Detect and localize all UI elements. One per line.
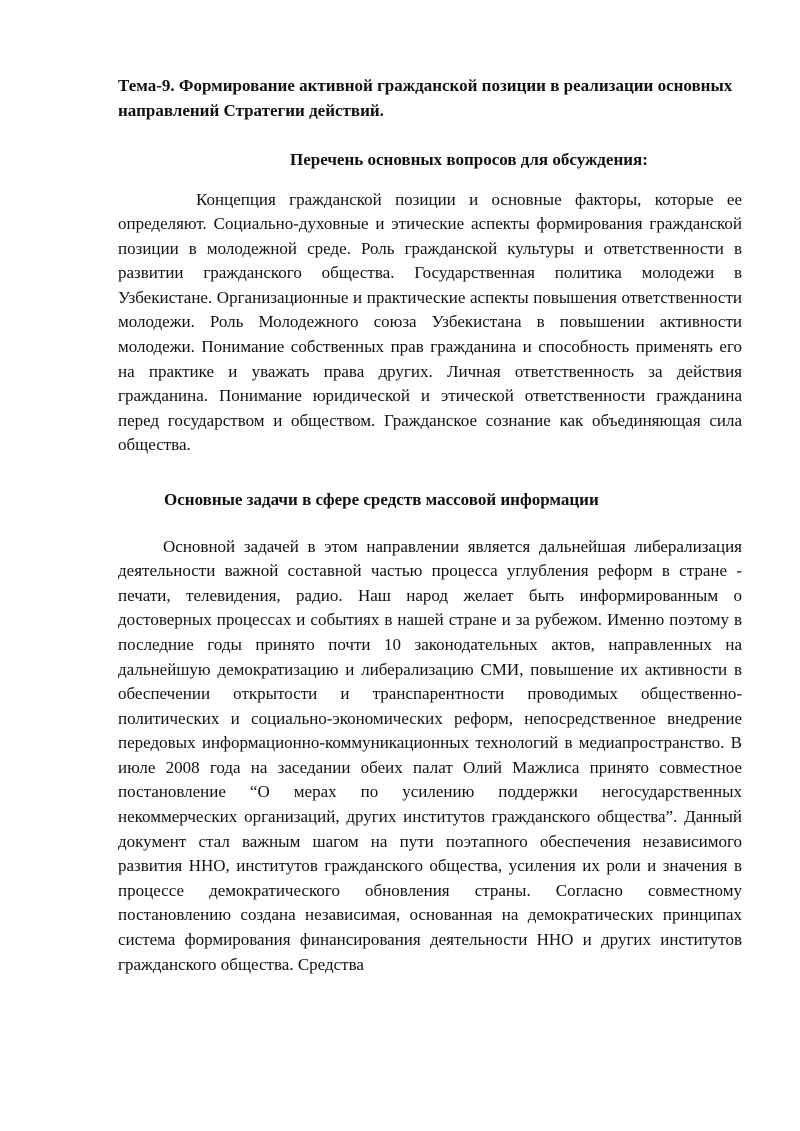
questions-heading: Перечень основных вопросов для обсуждения: <box>290 150 648 169</box>
questions-paragraph: Концепция гражданской позиции и основные факторы, которые ее определяют. Социально-духовные и этические аспекты формирования гражданской позиции в молодежной среде. Роль гражданской культуры и ответственности в развитии гражданского общества. Государственная политика молодежи в Узбекистане. Организационные и практические аспекты повышения ответственности молодежи. Роль Молодежного союза Узбекистана в повышении активности молодежи. Понимание собственных прав гражданина и способность применять его на практике и уважать права других. Личная ответственность за действия гражданина. Понимание юридической и этической ответственности гражданина перед государством и обществом. Гражданское сознание как объединяющая сила общества. <box>118 189 742 455</box>
page-title-line-2: направлений Стратегии действий. <box>118 100 384 120</box>
document-page <box>118 74 742 977</box>
media-heading: Основные задачи в сфере средств массовой информации <box>164 490 599 510</box>
media-paragraph: Основной задачей в этом направлении является дальнейшая либерализация деятельности важной составной частью процесса углубления реформ в стране - печати, телевидения, радио. Наш народ желает быть информированным о достоверных процессах и событиях в нашей стране и за рубежом. Именно поэтому в последние годы принято почти 10 законодательных актов, направленных на дальнейшую демократизацию и либерализацию СМИ, повышение их активности в обеспечении открытости и транспарентности проводимых общественно-политических и социально-экономических реформ, непосредственное внедрение передовых информационно-коммуникационных технологий в медиапространство. В июле 2008 года на заседании обеих палат Олий Мажлиса принято совместное постановление “О мерах по усилению поддержки негосударственных некоммерческих организаций, других институтов гражданского общества”. Данный документ стал важным шагом на пути поэтапного обеспечения независимого развития ННО, институтов гражданского общества, усиления их роли и значения в процессе демократического обновления страны. Согласно совместному постановлению создана независимая, основанная на демократических принципах система формирования финансирования деятельности ННО и других институтов гражданского общества. Средства <box>118 536 742 974</box>
page-title <box>118 74 742 123</box>
page-title-line-1: Тема-9. Формирование активной гражданской позиции в реализации основных <box>118 76 733 95</box>
